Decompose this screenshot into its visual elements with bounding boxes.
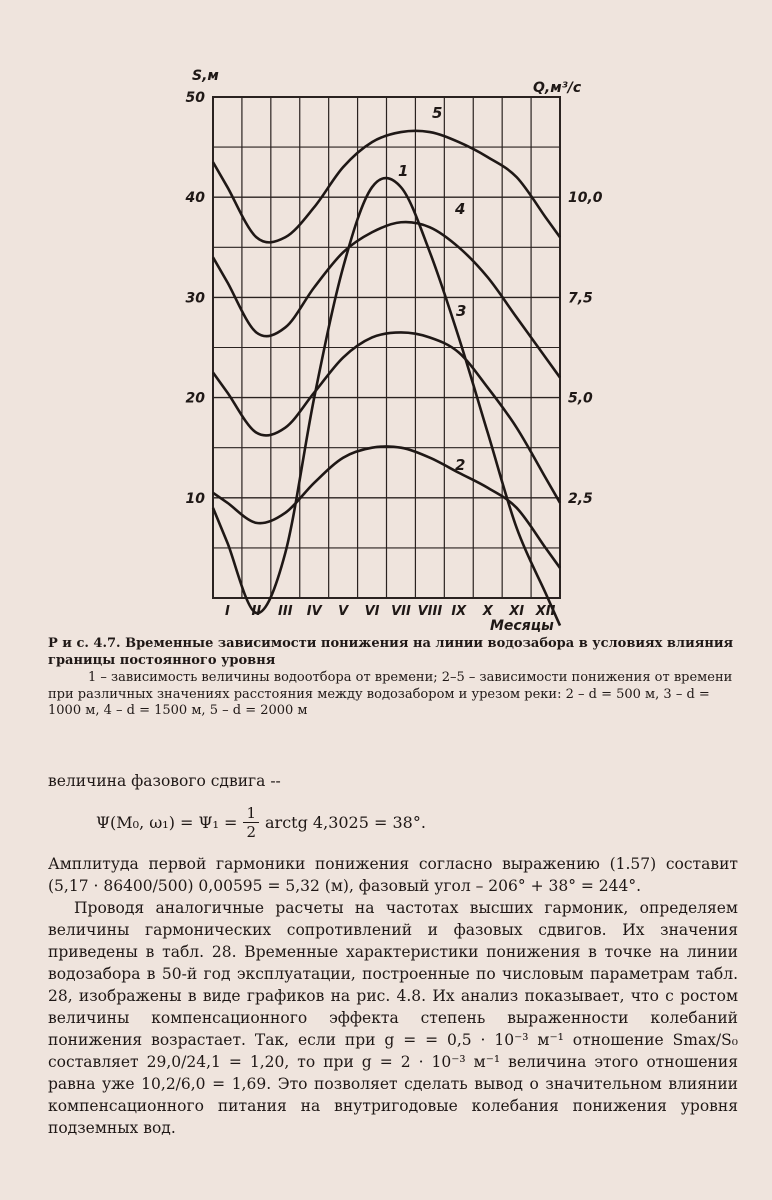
right-tick-label: 10,0: [568, 190, 603, 207]
left-tick-label: 50: [185, 90, 205, 106]
right-tick-label: 5,0: [568, 390, 593, 407]
curve-label-1: 1: [398, 162, 409, 180]
formula-fraction: [243, 804, 259, 841]
caption-title: Р и с. 4.7. Временные зависимости понижения на линии водозабора в условиях влияния границы постоянного уровня: [48, 636, 734, 668]
formula-left: Ψ(M₀, ω₁) = Ψ₁ =: [96, 812, 238, 832]
month-label: IX: [451, 604, 467, 619]
curve-label-3: 3: [456, 302, 467, 320]
figure-caption: [48, 636, 738, 720]
curve-label-2: 2: [455, 456, 466, 474]
left-tick-label: 30: [185, 290, 205, 307]
left-tick-label: 10: [185, 490, 205, 507]
month-label: IV: [306, 604, 322, 619]
x-axis-label: Месяцы: [490, 618, 554, 634]
formula-right: arctg 4,3025 = 38°.: [265, 812, 426, 832]
curve-label-5: 5: [432, 104, 443, 122]
curve-label-4: 4: [455, 200, 466, 218]
right-tick-label: 2,5: [568, 490, 593, 507]
body-text: [48, 770, 738, 1139]
intro-line: величина фазового сдвига --: [48, 772, 281, 790]
phase-formula: [96, 804, 738, 841]
month-label: VI: [364, 604, 380, 619]
y-right-axis-label: Q,м³/с: [533, 80, 582, 96]
month-label: VIII: [417, 604, 443, 619]
y-left-axis-label: S,м: [192, 68, 219, 84]
month-label: XII: [535, 604, 556, 619]
month-label: V: [338, 604, 349, 619]
month-label: I: [225, 604, 230, 619]
month-label: III: [278, 604, 293, 619]
month-label: II: [251, 604, 262, 619]
fraction-numerator: 1: [243, 804, 259, 823]
fraction-denominator: 2: [246, 823, 257, 841]
caption-legend: 1 – зависимость величины водоотбора от времени; 2–5 – зависимости понижения от времени при различных значениях расстояния между водозабором и урезом реки: 2 – d = 500 м, 3 – d = 1000 м, 4 – d = 1500 м, 5 – d = 2000 м: [48, 670, 733, 718]
right-tick-label: 7,5: [568, 290, 593, 307]
month-label: X: [482, 604, 493, 619]
left-tick-label: 20: [185, 390, 205, 407]
paragraph-amplitude: Амплитуда первой гармоники понижения согласно выражению (1.57) составит (5,17 · 86400/500) 0,00595 = 5,32 (м), фазовый угол – 206° + 38° = 244°.: [48, 855, 738, 895]
month-label: XI: [509, 604, 525, 619]
month-label: VII: [391, 604, 411, 619]
left-tick-label: 40: [185, 190, 205, 207]
paragraph-analysis: Проводя аналогичные расчеты на частотах высших гармоник, определяем величины гармонических сопротивлений и фазовых сдвигов. Их значения приведены в табл. 28. Временные характеристики понижения в точке на линии водозабора в 50-й год эксплуатации, построенные по числовым параметрам табл. 28, изображены в виде графиков на рис. 4.8. Их анализ показывает, что с ростом величины компенсационного эффекта степень выраженности колебаний понижения возрастает. Так, если при g = = 0,5 · 10⁻³ м⁻¹ отношение Smax/S₀ составляет 29,0/24,1 = 1,20, то при g = 2 · 10⁻³ м⁻¹ величина этого отношения равна уже 10,2/6,0 = 1,69. Это позволяет сделать вывод о значительном влиянии компенсационного питания на внутригодовые колебания понижения уровня подземных вод.: [48, 899, 738, 1137]
